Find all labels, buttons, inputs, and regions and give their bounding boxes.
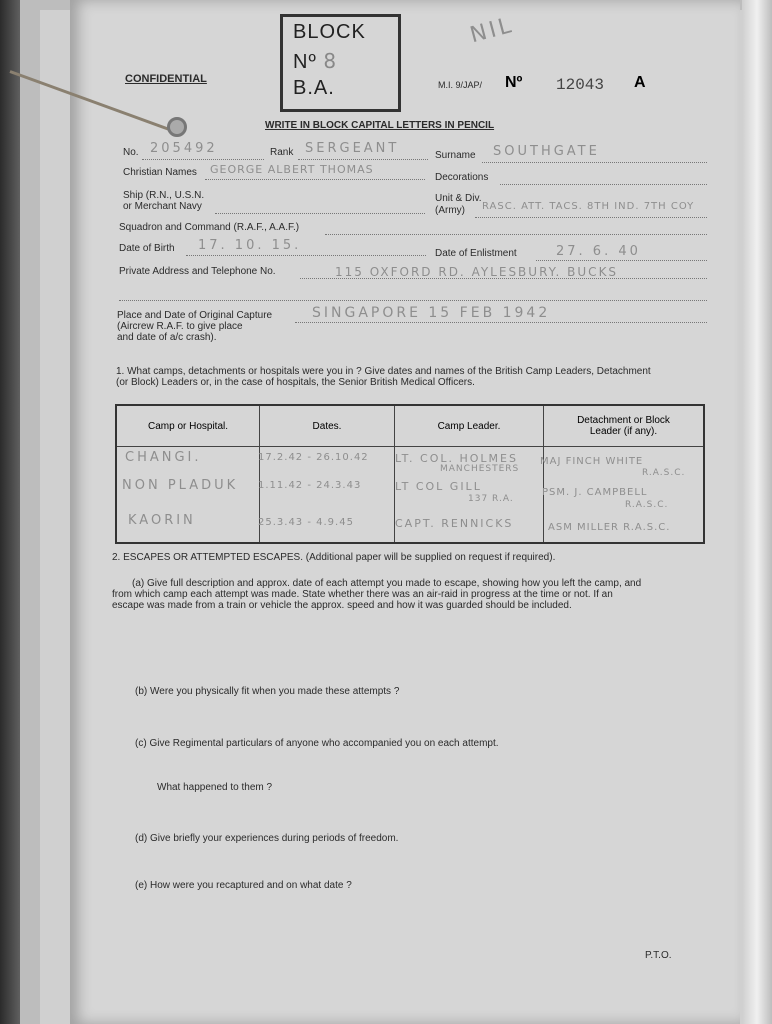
rank-line — [298, 159, 428, 160]
ship-label-2: or Merchant Navy — [123, 201, 202, 212]
christian-value: GEORGE ALBERT THOMAS — [210, 163, 374, 176]
row3-dates: 25.3.43 - 4.9.45 — [258, 517, 354, 528]
rank-label: Rank — [270, 147, 294, 158]
row1-detachment: MAJ FINCH WHITE — [540, 456, 644, 467]
no-line — [142, 159, 264, 160]
address-value: 115 OXFORD RD. AYLESBURY. BUCKS — [335, 265, 619, 279]
row1-dates: 17.2.42 - 26.10.42 — [258, 452, 369, 463]
row2-detachment-2: R.A.S.C. — [625, 500, 669, 510]
row1-leader: LT. COL. HOLMES — [395, 452, 518, 465]
capture-value: SINGAPORE 15 FEB 1942 — [312, 305, 551, 321]
header-camp: Camp or Hospital. — [116, 405, 260, 447]
squadron-line — [325, 234, 707, 235]
row2-leader: LT COL GILL — [395, 480, 482, 493]
dob-value: 17. 10. 15. — [198, 238, 302, 253]
instruction-heading: WRITE IN BLOCK CAPITAL LETTERS IN PENCIL — [265, 120, 495, 131]
header-detachment: Detachment or Block Leader (if any). — [544, 405, 705, 447]
surname-line — [482, 162, 707, 163]
ship-line — [215, 213, 425, 214]
decorations-line — [500, 184, 707, 185]
squadron-label: Squadron and Command (R.A.F., A.A.F.) — [119, 222, 300, 233]
q2c: (c) Give Regimental particulars of anyone who accompanied you on each attempt. — [135, 738, 499, 749]
unit-line — [475, 217, 707, 218]
unit-label-2: (Army) — [435, 205, 465, 216]
form-suffix: A — [634, 74, 646, 91]
rank-value: SERGEANT — [305, 141, 400, 156]
no-value: 205492 — [150, 141, 218, 156]
surname-label: Surname — [435, 150, 476, 161]
page-stack-edge — [742, 0, 772, 1024]
address-line-2 — [119, 300, 707, 301]
surname-value: SOUTHGATE — [493, 144, 600, 159]
q2-heading: 2. ESCAPES OR ATTEMPTED ESCAPES. (Additional paper will be supplied on request if required). — [112, 552, 556, 563]
number-label: Nº — [505, 74, 523, 91]
enlist-label: Date of Enlistment — [435, 248, 517, 259]
row3-camp: KAORIN — [128, 513, 196, 528]
form-number: 12043 — [556, 76, 605, 94]
row1-leader-2: MANCHESTERS — [440, 464, 520, 474]
dob-line — [186, 255, 426, 256]
row3-leader: CAPT. RENNICKS — [395, 517, 514, 530]
stamp-line2: Nº 8 — [293, 49, 340, 73]
capture-line — [295, 322, 707, 323]
enlist-line — [536, 260, 707, 261]
q2e: (e) How were you recaptured and on what date ? — [135, 880, 352, 891]
capture-label-2: (Aircrew R.A.F. to give place — [117, 321, 243, 332]
row2-dates: 1.11.42 - 24.3.43 — [258, 480, 362, 491]
row1-detachment-2: R.A.S.C. — [642, 468, 686, 478]
confidential-label: CONFIDENTIAL — [125, 73, 207, 85]
block-stamp — [280, 14, 401, 112]
row2-camp: NON PLADUK — [122, 478, 239, 493]
unit-label-1: Unit & Div. — [435, 193, 482, 204]
row3-detachment: ASM MILLER R.A.S.C. — [548, 522, 671, 533]
capture-label-1: Place and Date of Original Capture — [117, 310, 273, 321]
address-label: Private Address and Telephone No. — [119, 266, 276, 277]
q2d: (d) Give briefly your experiences during periods of freedom. — [135, 833, 399, 844]
q2a-line-1: (a) Give full description and approx. date of each attempt you made to escape, showing how you left the camp, and — [132, 578, 642, 589]
q2b: (b) Were you physically fit when you made these attempts ? — [135, 686, 400, 697]
decorations-label: Decorations — [435, 172, 489, 183]
row2-detachment: PSM. J. CAMPBELL — [542, 487, 648, 498]
ref-prefix: M.I. 9/JAP/ — [438, 80, 483, 90]
q2a-line-3: escape was made from a train or vehicle the approx. speed and how it was guarded should be included. — [112, 600, 572, 611]
q1-text-2: (or Block) Leaders or, in the case of hospitals, the Senior British Medical Officers. — [116, 377, 475, 388]
header-leader: Camp Leader. — [395, 405, 544, 447]
dob-label: Date of Birth — [119, 243, 175, 254]
ship-label-1: Ship (R.N., U.S.N. — [123, 190, 205, 201]
row2-leader-2: 137 R.A. — [468, 494, 514, 504]
no-label: No. — [123, 147, 139, 158]
christian-label: Christian Names — [123, 167, 197, 178]
stamp-line3: B.A. — [293, 77, 335, 99]
capture-label-3: and date of a/c crash). — [117, 332, 217, 343]
grommet — [167, 117, 187, 137]
christian-line — [205, 179, 425, 180]
header-dates: Dates. — [260, 405, 395, 447]
nil-annotation: NIL — [467, 12, 517, 49]
pto-label: P.T.O. — [645, 950, 672, 961]
q1-text-1: 1. What camps, detachments or hospitals were you in ? Give dates and names of the British Camp Leaders, Detachment — [116, 366, 651, 377]
unit-value: RASC. ATT. TACS. 8TH IND. 7TH COY — [482, 201, 695, 212]
stamp-line1: BLOCK — [293, 21, 366, 43]
q2c-followup: What happened to them ? — [157, 782, 273, 793]
row1-camp: CHANGI. — [125, 450, 202, 465]
q2a-line-2: from which camp each attempt was made. State whether there was an air-raid in progress at the time or not. If an — [112, 589, 613, 600]
enlist-value: 27. 6. 40 — [556, 244, 641, 259]
